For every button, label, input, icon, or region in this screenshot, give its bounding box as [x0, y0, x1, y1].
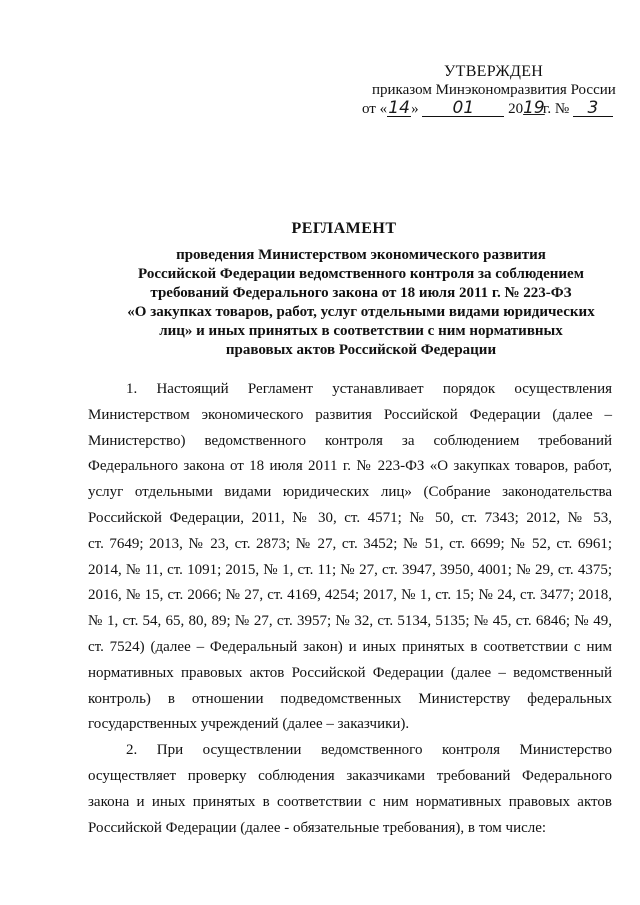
subtitle-line: «О закупках товаров, работ, услуг отдельными видами юридических — [127, 304, 595, 320]
approval-block — [362, 62, 632, 119]
document-body — [88, 377, 612, 841]
paragraph-line: ст. 7649; 2013, № 23, ст. 2873; № 27, ст. 3452; № 51, ст. 6699; № 52, ст. 6961; — [88, 535, 612, 552]
subtitle-line: требований Федерального закона от 18 июля 2011 г. № 223-ФЗ — [150, 285, 572, 301]
handwritten-day: 14 — [388, 98, 410, 118]
paragraph-line: 1. Настоящий Регламент устанавливает порядок осуществления — [126, 381, 612, 397]
paragraph-line: Федерального закона от 18 июля 2011 г. № 223-ФЗ «О закупках товаров, работ, — [88, 458, 612, 475]
approval-date-line — [362, 100, 632, 119]
approval-order-text: приказом Минэкономразвития России — [372, 82, 616, 98]
handwritten-order-number: 3 — [573, 100, 613, 117]
handwritten-year: 19 — [523, 98, 545, 118]
paragraph-line: нормативных правовых актов Российской Федерации (далее – ведомственный — [88, 664, 612, 681]
paragraph-line: № 1, ст. 54, 65, 80, 89; № 27, ст. 3957; № 32, ст. 5134, 5135; № 45, ст. 6846; № 49, — [88, 613, 612, 630]
paragraph-line: 2. При осуществлении ведомственного контроля Министерство — [126, 742, 612, 759]
paragraph-line: Российской Федерации, 2011, № 30, ст. 4571; № 50, ст. 7343; 2012, № 53, — [88, 509, 612, 526]
subtitle-line: проведения Министерством экономического развития — [176, 247, 546, 263]
paragraph-line: закона и иных принятых в соответствии с ним нормативных правовых актов — [88, 793, 612, 810]
approval-title: УТВЕРЖДЕН — [444, 63, 544, 80]
paragraph-line: Российской Федерации (далее - обязательные требования), в том числе: — [88, 819, 547, 836]
paragraph-line: 2016, № 15, ст. 2066; № 27, ст. 4169, 4254; 2017, № 1, ст. 15; № 24, ст. 3477; 2018, — [88, 587, 612, 604]
year-prefix: 20 — [508, 101, 524, 117]
paragraph-line: государственных учреждений (далее – заказчики). — [88, 716, 410, 733]
paragraph-line: Министерство) ведомственного контроля за соблюдением требований — [88, 432, 612, 449]
document-subtitle — [96, 246, 626, 360]
paragraph-line: ст. 7524) (далее – Федеральный закон) и иных принятых в соответствии с ним — [88, 638, 612, 655]
paragraph-line: услуг отдельными видами юридических лиц» (Собрание законодательства — [88, 484, 612, 501]
day-suffix: » — [411, 101, 419, 117]
date-prefix: от « — [362, 101, 388, 117]
subtitle-line: правовых актов Российской Федерации — [225, 342, 497, 358]
subtitle-line: Российской Федерации ведомственного контроля за соблюдением — [138, 266, 584, 282]
handwritten-month: 01 — [422, 100, 504, 117]
document-title: РЕГЛАМЕНТ — [291, 220, 397, 237]
paragraph-line: осуществляет проверку соблюдения заказчиками требований Федерального — [88, 767, 612, 784]
paragraph-2 — [88, 738, 612, 841]
paragraph-1 — [88, 377, 612, 738]
year-suffix: г. № — [542, 101, 570, 117]
paragraph-line: контроль) в отношении подведомственных Министерству федеральных — [88, 690, 612, 707]
paragraph-line: Министерством экономического развития Российской Федерации (далее – — [88, 406, 612, 423]
subtitle-line: лиц» и иных принятых в соответствии с ним нормативных — [159, 323, 563, 339]
paragraph-line: 2014, № 11, ст. 1091; 2015, № 1, ст. 11; № 27, ст. 3947, 3950, 4001; № 29, ст. 4375; — [88, 561, 612, 578]
